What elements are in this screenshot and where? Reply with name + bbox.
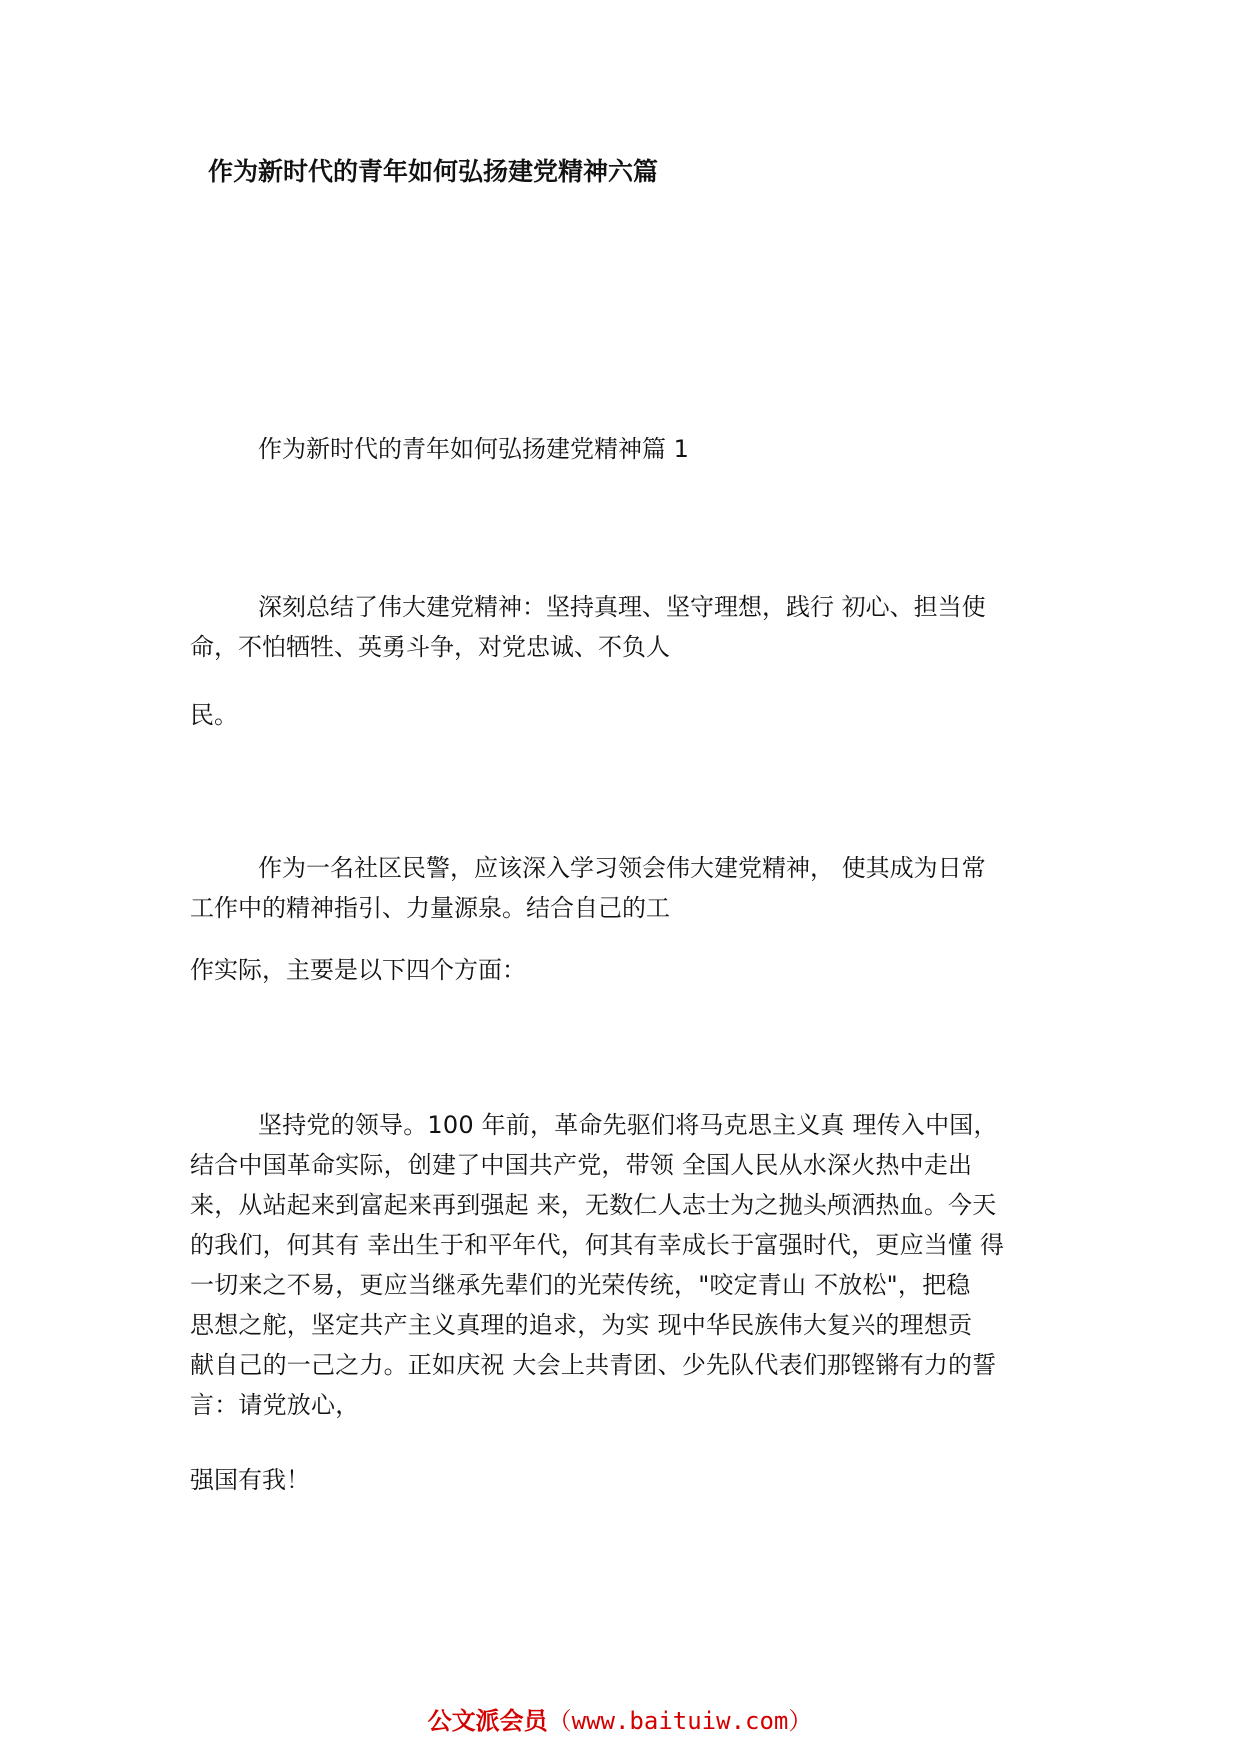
paragraph-line: 作为一名社区民警，应该深入学习领会伟大建党精神， 使其成为日常	[258, 854, 986, 882]
paragraph-line: 言：请党放心，	[190, 1391, 360, 1419]
paragraph-1-tail	[190, 695, 1070, 735]
document-title: 作为新时代的青年如何弘扬建党精神六篇	[208, 157, 659, 186]
section-heading: 作为新时代的青年如何弘扬建党精神篇 1	[258, 435, 689, 463]
paragraph-line: 一切来之不易，更应当继承先辈们的光荣传统，"咬定青山 不放松"，把稳	[190, 1271, 971, 1299]
paragraph-line: 思想之舵，坚定共产主义真理的追求，为实 现中华民族伟大复兴的理想贡	[190, 1311, 973, 1339]
paragraph-2-tail	[190, 950, 1070, 990]
paragraph-3	[190, 1105, 1070, 1425]
paragraph-line: 工作中的精神指引、力量源泉。结合自己的工	[190, 894, 670, 922]
paragraph-line: 献自己的一己之力。正如庆祝 大会上共青团、少先队代表们那铿锵有力的誓	[190, 1351, 997, 1379]
paragraph-2	[190, 848, 1070, 928]
paragraph-line: 坚持党的领导。100 年前，革命先驱们将马克思主义真 理传入中国，	[258, 1111, 998, 1139]
paragraph-line: 的我们，何其有 幸出生于和平年代，何其有幸成长于富强时代，更应当懂 得	[190, 1231, 1005, 1259]
paragraph-line: 深刻总结了伟大建党精神：坚持真理、坚守理想，践行 初心、担当使	[258, 593, 986, 621]
paragraph-3-tail	[190, 1460, 1070, 1500]
paragraph-1	[190, 587, 1070, 667]
paragraph-line: 作实际，主要是以下四个方面：	[190, 956, 526, 984]
paragraph-line: 结合中国革命实际，创建了中国共产党，带领 全国人民从水深火热中走出	[190, 1151, 973, 1179]
paragraph-line: 来，从站起来到富起来再到强起 来，无数仁人志士为之抛头颅洒热血。今天	[190, 1191, 997, 1219]
footer-site-link[interactable]: （www.baituiw.com）	[547, 1707, 813, 1735]
paragraph-line: 民。	[190, 701, 238, 729]
footer-brand: 公文派会员	[427, 1707, 548, 1735]
paragraph-line: 命，不怕牺牲、英勇斗争，对党忠诚、不负人	[190, 633, 670, 661]
paragraph-line: 强国有我！	[190, 1466, 310, 1494]
footer-watermark	[0, 1706, 1240, 1736]
